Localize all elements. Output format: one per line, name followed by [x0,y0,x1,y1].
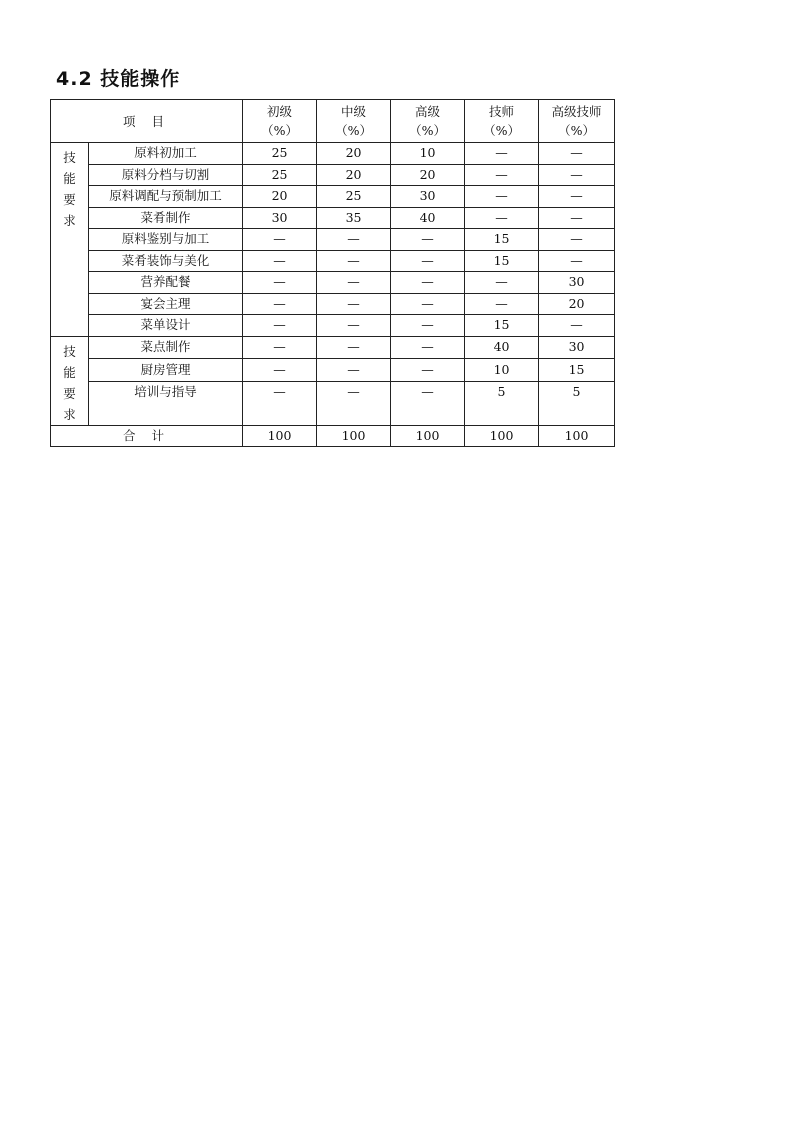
value-cell: 30 [391,186,465,208]
value-cell: — [317,315,391,337]
total-label: 合 计 [51,425,243,447]
value-cell: 30 [243,207,317,229]
value-cell: — [465,207,539,229]
value-cell: — [391,250,465,272]
header-level: 高级技师 （%） [539,100,615,143]
value-cell: — [465,293,539,315]
value-cell: — [317,272,391,294]
row-name: 原料调配与预制加工 [89,186,243,208]
value-cell: — [391,336,465,359]
group-label: 技 能 要 求 [51,143,89,337]
value-cell: — [391,229,465,251]
total-row [51,425,615,447]
value-cell: 30 [539,272,615,294]
total-value: 100 [465,425,539,447]
row-name: 原料初加工 [89,143,243,165]
value-cell: — [243,229,317,251]
table-row [51,164,615,186]
value-cell: — [465,164,539,186]
table-row [51,272,615,294]
value-cell: — [243,336,317,359]
table-row [51,359,615,382]
value-cell: — [465,143,539,165]
value-cell: 25 [317,186,391,208]
value-cell: — [465,186,539,208]
value-cell: — [317,382,391,425]
value-cell: — [243,250,317,272]
table-row [51,315,615,337]
value-cell: — [243,272,317,294]
total-value: 100 [243,425,317,447]
value-cell: 15 [539,359,615,382]
row-name: 菜肴装饰与美化 [89,250,243,272]
value-cell: — [317,359,391,382]
header-level: 中级 （%） [317,100,391,143]
value-cell: — [539,143,615,165]
row-name: 菜单设计 [89,315,243,337]
value-cell: 35 [317,207,391,229]
table-row [51,186,615,208]
value-cell: — [391,272,465,294]
value-cell: — [243,315,317,337]
value-cell: 5 [539,382,615,425]
value-cell: — [243,382,317,425]
row-name: 原料分档与切割 [89,164,243,186]
value-cell: — [243,293,317,315]
value-cell: — [317,229,391,251]
value-cell: — [539,207,615,229]
value-cell: 20 [317,164,391,186]
table-row [51,382,615,425]
value-cell: — [317,336,391,359]
row-name: 菜点制作 [89,336,243,359]
value-cell: 20 [539,293,615,315]
value-cell: — [539,250,615,272]
header-level: 技师 （%） [465,100,539,143]
table-row [51,143,615,165]
row-name: 菜肴制作 [89,207,243,229]
value-cell: 30 [539,336,615,359]
table-row [51,229,615,251]
table-row [51,336,615,359]
value-cell: 10 [465,359,539,382]
value-cell: — [391,293,465,315]
total-value: 100 [317,425,391,447]
value-cell: 10 [391,143,465,165]
value-cell: — [539,186,615,208]
value-cell: 20 [243,186,317,208]
value-cell: — [317,293,391,315]
header-item: 项 目 [51,100,243,143]
value-cell: 25 [243,143,317,165]
table-row [51,207,615,229]
header-level: 初级 （%） [243,100,317,143]
value-cell: 15 [465,229,539,251]
value-cell: 20 [317,143,391,165]
section-heading: 4.2 技能操作 [56,68,181,90]
value-cell: — [317,250,391,272]
value-cell: — [539,315,615,337]
table-row [51,250,615,272]
value-cell: — [243,359,317,382]
value-cell: — [391,315,465,337]
value-cell: 20 [391,164,465,186]
row-name: 培训与指导 [89,382,243,425]
value-cell: 40 [391,207,465,229]
header-level: 高级 （%） [391,100,465,143]
row-name: 营养配餐 [89,272,243,294]
value-cell: — [539,164,615,186]
value-cell: 40 [465,336,539,359]
group-label: 技 能 要 求 [51,336,89,425]
table-header-row [51,100,615,143]
value-cell: 15 [465,315,539,337]
table-row [51,293,615,315]
value-cell: — [391,359,465,382]
total-value: 100 [391,425,465,447]
value-cell: 15 [465,250,539,272]
row-name: 宴会主理 [89,293,243,315]
value-cell: — [465,272,539,294]
total-value: 100 [539,425,615,447]
value-cell: — [391,382,465,425]
row-name: 原料鉴别与加工 [89,229,243,251]
value-cell: 25 [243,164,317,186]
value-cell: 5 [465,382,539,425]
skill-weight-table [50,99,615,447]
value-cell: — [539,229,615,251]
row-name: 厨房管理 [89,359,243,382]
